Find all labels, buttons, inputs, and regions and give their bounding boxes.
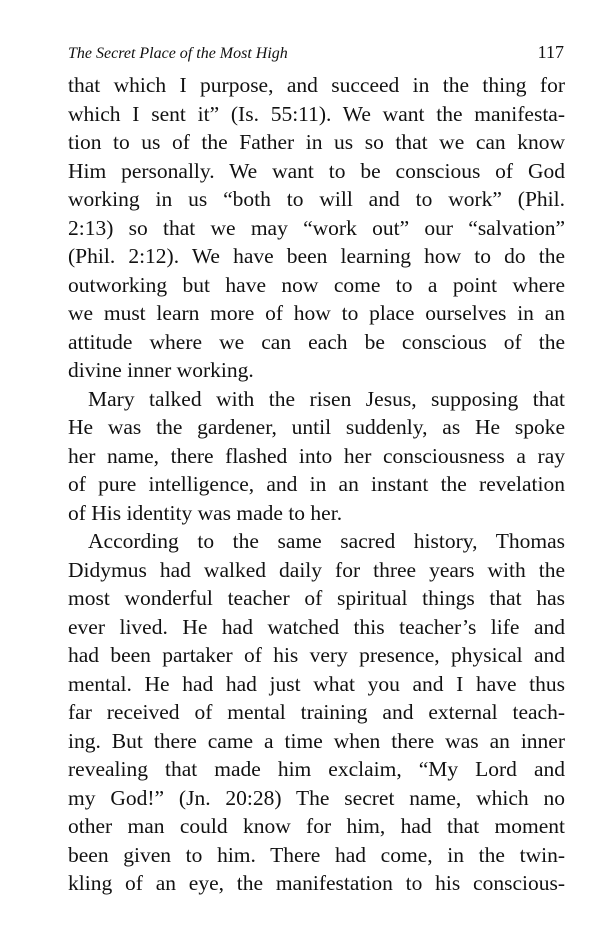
text-line: other man could know for him, had that moment [68,814,565,838]
paragraph [68,527,565,898]
text-line: outworking but have now come to a point where [68,272,565,297]
text-line: of His identity was made to her. [68,500,343,525]
text-line: He was the gardener, until suddenly, as He spoke [68,415,565,439]
text-line: my God!” (Jn. 20:28) The secret name, which no [68,785,565,810]
text-line: been given to him. There had come, in the twin- [68,842,565,867]
paragraph [68,385,565,528]
text-line: working in us “both to will and to work” (Phil. [68,187,565,211]
text-line: mental. He had had just what you and I have thus [68,671,565,696]
text-line: revealing that made him exclaim, “My Lord and [68,757,565,781]
text-line: kling of an eye, the manifestation to his conscious- [68,871,565,895]
text-line: of pure intelligence, and in an instant the revelation [68,472,565,496]
text-line: Him personally. We want to be conscious of God [68,158,565,183]
text-line: far received of mental training and external teach- [68,700,565,724]
text-line: had been partaker of his very presence, physical and [68,643,565,667]
text-line: we must learn more of how to place ourselves in an [68,301,565,325]
text-line: Mary talked with the risen Jesus, supposing that [88,386,565,411]
text-line: that which I purpose, and succeed in the thing for [68,73,565,97]
text-line: Didymus had walked daily for three years with the [68,557,565,582]
page-header [68,42,564,66]
running-title: The Secret Place of the Most High [68,45,288,62]
paragraph [68,71,565,385]
text-line: tion to us of the Father in us so that we can know [68,130,565,154]
page-body [68,71,565,898]
page-number: 117 [537,42,564,62]
text-line: most wonderful teacher of spiritual things that has [68,586,565,610]
text-line: ever lived. He had watched this teacher’s life and [68,614,565,639]
text-line: According to the same sacred history, Thomas [88,529,565,553]
text-line: (Phil. 2:12). We have been learning how to do the [68,244,565,268]
text-line: attitude where we can each be conscious of the [68,329,565,354]
text-line: ing. But there came a time when there was an inner [68,728,565,753]
text-line: her name, there flashed into her consciousness a ray [68,443,565,468]
text-line: which I sent it” (Is. 55:11). We want the manifesta- [68,101,565,126]
text-line: divine inner working. [68,358,254,382]
text-line: 2:13) so that we may “work out” our “salvation” [68,215,565,240]
